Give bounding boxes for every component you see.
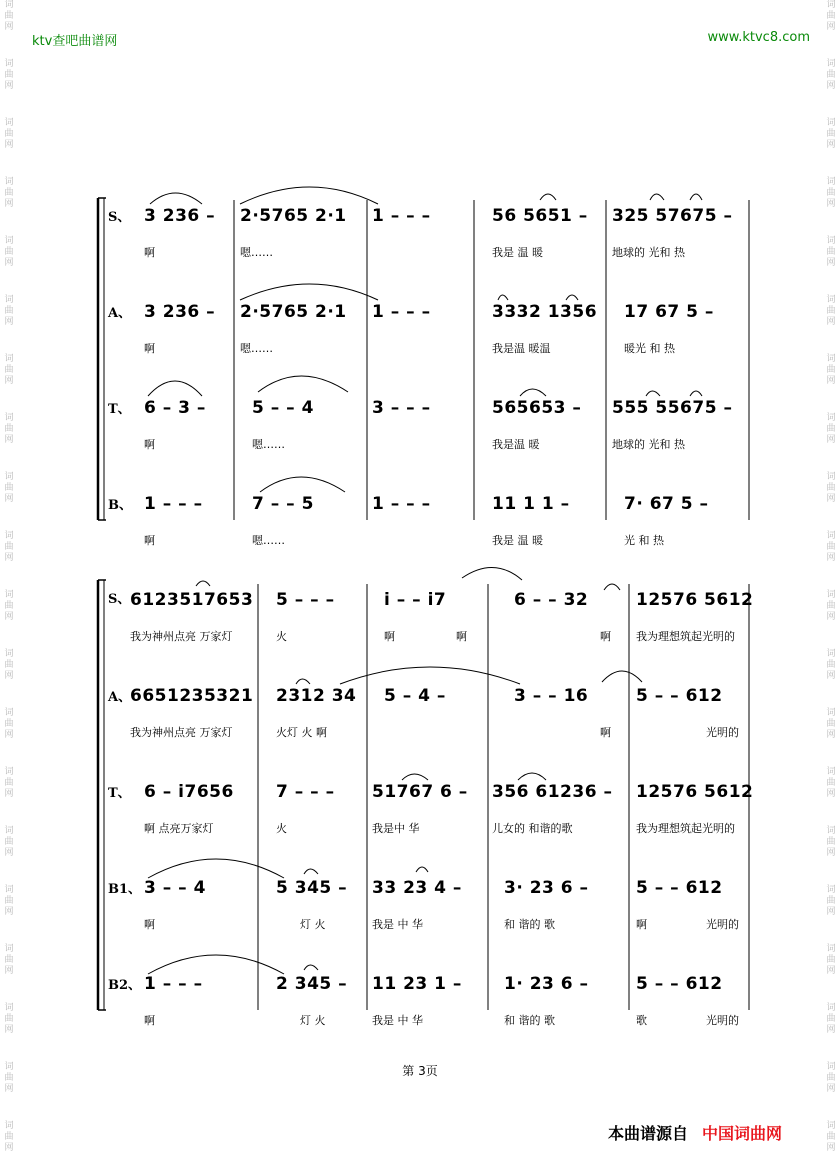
voice-label-bass-1: B1、 <box>108 882 142 897</box>
voice-label-alto: A、 <box>108 306 132 321</box>
lyric: 啊 <box>144 534 155 547</box>
measure: i – – i7 <box>384 590 447 610</box>
watermark-text: 词曲网 <box>826 826 836 858</box>
voice-label-soprano: S、 <box>108 210 131 225</box>
measure: 6 – – 32 <box>514 590 589 610</box>
voice-label-alto: A、 <box>108 690 132 705</box>
watermark-text: 词曲网 <box>4 118 14 150</box>
lyric: 光明的 <box>706 726 739 739</box>
lyric: 我为理想筑起光明的 <box>636 822 735 835</box>
measure: 5 – – 612 <box>636 686 723 706</box>
watermark-text: 词曲网 <box>4 0 14 32</box>
lyric: 我是温 暖 <box>492 438 540 451</box>
watermark-text: 词曲网 <box>4 944 14 976</box>
lyric: 地球的 光和 热 <box>612 246 685 259</box>
watermark-text: 词曲网 <box>4 472 14 504</box>
voice-label-tenor: T、 <box>108 786 131 801</box>
measure: 1 – – – <box>372 206 431 226</box>
lyric: 我是 温 暖 <box>492 534 543 547</box>
measure: 1· 23 6 – <box>504 974 589 994</box>
lyric: 我为理想筑起光明的 <box>636 630 735 643</box>
watermark-text: 词曲网 <box>4 236 14 268</box>
watermark-text: 词曲网 <box>826 1062 836 1094</box>
measure: 356 61236 – <box>492 782 613 802</box>
watermark-text: 词曲网 <box>4 177 14 209</box>
watermark-text: 词曲网 <box>4 767 14 799</box>
lyric: 和 谐的 歌 <box>504 1014 555 1027</box>
lyric: 火灯 火 啊 <box>276 726 327 739</box>
watermark-text: 词曲网 <box>4 708 14 740</box>
watermark-text: 词曲网 <box>4 1062 14 1094</box>
measure: 33 23 4 – <box>372 878 462 898</box>
lyric: 我是 中 华 <box>372 918 423 931</box>
watermark-text: 词曲网 <box>826 295 836 327</box>
lyric: 嗯…… <box>252 438 285 451</box>
source-credit <box>608 1121 782 1144</box>
lyric: 我是中 华 <box>372 822 420 835</box>
watermark-text: 词曲网 <box>826 1003 836 1035</box>
measure: 7 – – – <box>276 782 335 802</box>
watermark-text: 词曲网 <box>4 1003 14 1035</box>
measure: 12576 5612 <box>636 590 754 610</box>
voice-label-bass-2: B2、 <box>108 978 142 993</box>
watermark-text: 词曲网 <box>826 885 836 917</box>
watermark-text: 词曲网 <box>826 0 836 32</box>
lyric: 光 和 热 <box>624 534 664 547</box>
measure: 2·5765 2·1 <box>240 302 347 322</box>
watermark-text: 词曲网 <box>4 59 14 91</box>
watermark-text: 词曲网 <box>4 1121 14 1153</box>
measure: 12576 5612 <box>636 782 754 802</box>
lyric: 啊 <box>144 342 155 355</box>
measure: 11 23 1 – <box>372 974 462 994</box>
lyric: 火 <box>276 822 287 835</box>
lyric: 啊 <box>144 1014 155 1027</box>
watermark-text: 词曲网 <box>826 236 836 268</box>
watermark-text: 词曲网 <box>826 59 836 91</box>
voice-label-tenor: T、 <box>108 402 131 417</box>
voice-label-bass: B、 <box>108 498 132 513</box>
measure: 1 – – – <box>372 494 431 514</box>
lyric: 我是 中 华 <box>372 1014 423 1027</box>
measure: 565653 – <box>492 398 582 418</box>
page-number: 第 3页 <box>402 1064 438 1078</box>
measure: 325 57675 – <box>612 206 733 226</box>
source-prefix: 本曲谱源自 <box>608 1124 689 1143</box>
measure: 7 – – 5 <box>252 494 314 514</box>
lyric: 啊 <box>600 726 611 739</box>
measure: 5 – – 612 <box>636 974 723 994</box>
lyric: 我是温 暖温 <box>492 342 551 355</box>
watermark-text: 词曲网 <box>4 413 14 445</box>
voice-label-soprano: S、 <box>108 592 131 607</box>
lyric: 啊 点亮万家灯 <box>144 822 214 835</box>
measure: 5 – – 612 <box>636 878 723 898</box>
watermark-text: 词曲网 <box>826 413 836 445</box>
lyric: 啊 <box>144 918 155 931</box>
lyric: 灯 火 <box>300 918 326 931</box>
header-site-name[interactable]: ktv查吧曲谱网 <box>32 34 118 49</box>
lyric: 嗯…… <box>240 246 273 259</box>
measure: 56 5651 – <box>492 206 588 226</box>
watermark-text: 词曲网 <box>826 531 836 563</box>
measure: 1 – – – <box>144 494 203 514</box>
lyric: 我为神州点亮 万家灯 <box>130 726 233 739</box>
lyric: 嗯…… <box>240 342 273 355</box>
measure: 7· 67 5 – <box>624 494 709 514</box>
lyric: 啊 <box>636 918 647 931</box>
measure: 6 – i7656 <box>144 782 234 802</box>
measure: 11 1 1 – <box>492 494 570 514</box>
measure: 5 345 – <box>276 878 348 898</box>
watermark-text: 词曲网 <box>826 944 836 976</box>
watermark-text: 词曲网 <box>826 118 836 150</box>
watermark-text: 词曲网 <box>4 354 14 386</box>
lyric: 我为神州点亮 万家灯 <box>130 630 233 643</box>
measure: 3 – – 4 <box>144 878 206 898</box>
measure: 6651235321 <box>130 686 254 706</box>
measure: 6 – 3 – <box>144 398 206 418</box>
header-site-url[interactable]: www.ktvc8.com <box>707 30 810 45</box>
measure: 17 67 5 – <box>624 302 714 322</box>
watermark-text: 词曲网 <box>826 472 836 504</box>
watermark-text: 词曲网 <box>826 708 836 740</box>
lyric: 啊 <box>144 246 155 259</box>
watermark-text: 词曲网 <box>826 1121 836 1153</box>
watermark-text: 词曲网 <box>4 649 14 681</box>
measure: 6123517653 <box>130 590 254 610</box>
measure: 1 – – – <box>144 974 203 994</box>
lyric: 和 谐的 歌 <box>504 918 555 931</box>
measure: 5 – – – <box>276 590 335 610</box>
lyric: 我是 温 暖 <box>492 246 543 259</box>
measure: 5 – 4 – <box>384 686 446 706</box>
measure: 1 – – – <box>372 302 431 322</box>
lyric: 光明的 <box>706 1014 739 1027</box>
measure: 51767 6 – <box>372 782 468 802</box>
lyric: 啊 <box>456 630 467 643</box>
lyric: 儿女的 和谐的歌 <box>492 822 573 835</box>
watermark-text: 词曲网 <box>826 177 836 209</box>
watermark-text: 词曲网 <box>826 354 836 386</box>
watermark-text: 词曲网 <box>4 295 14 327</box>
measure: 3 236 – <box>144 302 216 322</box>
measure: 2 345 – <box>276 974 348 994</box>
lyric: 嗯…… <box>252 534 285 547</box>
watermark-text: 词曲网 <box>4 826 14 858</box>
measure: 2·5765 2·1 <box>240 206 347 226</box>
source-site-link[interactable]: 中国词曲网 <box>702 1124 783 1143</box>
lyric: 地球的 光和 热 <box>612 438 685 451</box>
lyric: 歌 <box>636 1014 647 1027</box>
measure: 3332 1356 <box>492 302 598 322</box>
watermark-text: 词曲网 <box>4 531 14 563</box>
measure: 5 – – 4 <box>252 398 314 418</box>
measure: 3· 23 6 – <box>504 878 589 898</box>
watermark-text: 词曲网 <box>826 590 836 622</box>
lyric: 啊 <box>144 438 155 451</box>
lyric: 啊 <box>600 630 611 643</box>
measure: 3 – – – <box>372 398 431 418</box>
lyric: 灯 火 <box>300 1014 326 1027</box>
watermark-text: 词曲网 <box>826 649 836 681</box>
lyric: 暖光 和 热 <box>624 342 675 355</box>
measure: 3 236 – <box>144 206 216 226</box>
lyric: 啊 <box>384 630 395 643</box>
watermark-text: 词曲网 <box>4 590 14 622</box>
measure: 555 55675 – <box>612 398 733 418</box>
watermark-text: 词曲网 <box>826 767 836 799</box>
lyric: 火 <box>276 630 287 643</box>
watermark-text: 词曲网 <box>4 885 14 917</box>
measure: 2312 34 <box>276 686 357 706</box>
lyric: 光明的 <box>706 918 739 931</box>
measure: 3 – – 16 <box>514 686 589 706</box>
